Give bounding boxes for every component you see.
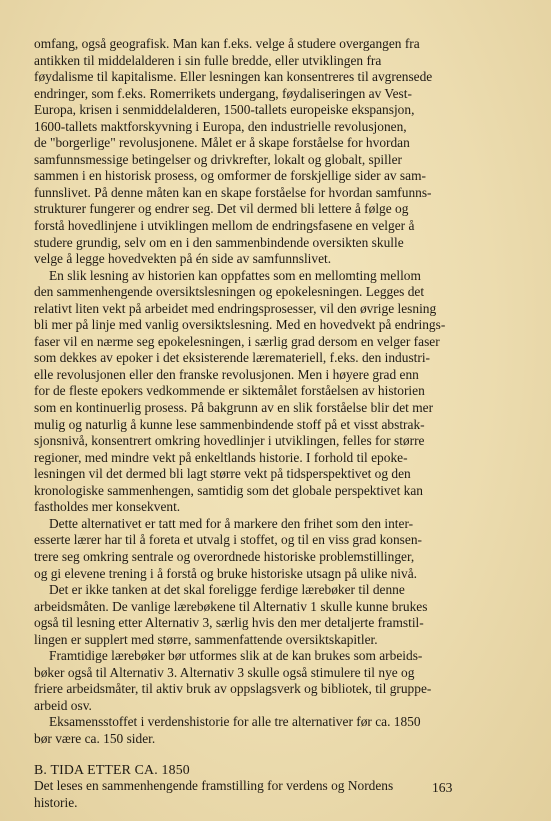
text-line: relativt liten vekt på arbeidet med endringsprosesser, vil den øvrige lesning — [34, 300, 437, 316]
text-line: og gi elevene trening i å forstå og bruke historiske utsagn på ulike nivå. — [34, 565, 418, 581]
text-line: antikken til middelalderen i sin fulle bredde, eller utviklingen fra — [34, 52, 382, 68]
text-line: En slik lesning av historien kan oppfattes som en mellomting mellom — [49, 267, 421, 283]
text-line: for de fleste epokers vedkommende er siktemålet forståelsen av historien — [34, 383, 425, 399]
text-line: historie. — [34, 794, 78, 810]
text-line: Det leses en sammenhengende framstilling for verdens og Nordens — [34, 778, 394, 794]
text-line: faser vil en nærme seg epokelesningen, i særlig grad dersom en velger faser — [34, 333, 440, 349]
text-line: strukturer fungerer og endrer seg. Det vil dermed bli lettere å følge og — [34, 201, 409, 217]
page-body — [34, 36, 524, 811]
text-line: friere arbeidsmåter, til aktiv bruk av oppslagsverk og bibliotek, til gruppe- — [34, 681, 432, 697]
text-line: de "borgerlige" revolusjonene. Målet er å skape forståelse for hvordan — [34, 135, 410, 151]
text-line: omfang, også geografisk. Man kan f.eks. velge å studere overgangen fra — [34, 36, 420, 51]
text-line: elle revolusjonen eller den franske revolusjonen. Men i høyere grad enn — [34, 366, 419, 382]
text-line: regioner, med mindre vekt på enkeltlands historie. I forhold til epoke- — [34, 449, 408, 465]
text-line: 1600-tallets maktforskyvning i Europa, den industrielle revolusjonen, — [34, 118, 407, 134]
text-line: forstå hovedlinjene i utviklingen mellom de endringsfasene en velger å — [34, 218, 415, 234]
text-line: bøker også til Alternativ 3. Alternativ 3 skulle også stimulere til nye og — [34, 664, 415, 680]
text-line: samfunnsmessige betingelser og drivkrefter, lokalt og globalt, spiller — [34, 151, 402, 167]
paragraph — [34, 714, 524, 747]
text-line: studere grundig, selv om en i den sammenbindende oversikten skulle — [34, 234, 404, 250]
text-line: Framtidige lærebøker bør utformes slik at de kan brukes som arbeids- — [49, 648, 423, 664]
paragraph — [34, 268, 524, 516]
text-line: velge å legge hovedvekten på én side av samfunnslivet. — [34, 251, 332, 267]
text-line: esserte lærer har til å foreta et utvalg i stoffet, og til en viss grad konsen- — [34, 532, 422, 548]
text-line: Det er ikke tanken at det skal foreligge ferdige lærebøker til denne — [49, 582, 405, 598]
text-line: sjonsnivå, konsentrert omkring hovedlinjer i utviklingen, felles for større — [34, 433, 425, 449]
text-line: endringer, som f.eks. Romerrikets undergang, føydaliseringen av Vest- — [34, 85, 412, 101]
text-line: også til lesning etter Alternativ 3, særlig hvis den mer detaljerte framstil- — [34, 615, 424, 631]
text-line: sammen i en historisk prosess, og omformer de forskjellige sider av sam- — [34, 168, 426, 184]
text-line: lesningen vil det dermed bli lagt større vekt på tidsperspektivet og den — [34, 466, 411, 482]
text-line: den sammenhengende oversiktslesningen og epokelesningen. Legges det — [34, 284, 425, 300]
text-line: Dette alternativet er tatt med for å markere den frihet som den inter- — [49, 515, 414, 531]
text-line: fastholdes mer konsekvent. — [34, 499, 181, 515]
text-line: bør være ca. 150 sider. — [34, 730, 156, 746]
text-line: funnslivet. På denne måten kan en skape forståelse for hvordan samfunns- — [34, 184, 432, 200]
body-text — [34, 36, 524, 748]
text-line: lingen er supplert med større, sammenfattende oversiktskapitler. — [34, 631, 378, 647]
text-line: bli mer på linje med vanlig oversiktslesning. Med en hovedvekt på endrings- — [34, 317, 446, 333]
text-line: Europa, krisen i senmiddelalderen, 1500-tallets europeiske ekspansjon, — [34, 102, 415, 118]
paragraph — [34, 516, 524, 582]
text-line: føydalisme til kapitalisme. Eller lesningen kan konsentreres til avgrensede — [34, 69, 433, 85]
text-line: som dekkes av epoker i det eksisterende læremateriell, f.eks. den industri- — [34, 350, 431, 366]
text-line: kronologiske sammenhengen, samtidig som det globale perspektivet kan — [34, 482, 423, 498]
text-line: mulig og naturlig å kunne lese sammenbindende stoff på et visst abstrak- — [34, 416, 425, 432]
page-number: 163 — [432, 780, 453, 795]
text-line: arbeid osv. — [34, 697, 92, 713]
paragraph — [34, 36, 524, 268]
text-line: arbeidsmåten. De vanlige lærebøkene til Alternativ 1 skulle kunne brukes — [34, 598, 428, 614]
paragraph — [34, 648, 524, 714]
text-line: som en kontinuerlig prosess. På bakgrunn av en slik forståelse blir det mer — [34, 400, 434, 416]
paragraph — [34, 582, 524, 648]
text-line: trere seg omkring sentrale og overordnede historiske problemstillinger, — [34, 548, 415, 564]
section-heading: B. TIDA ETTER CA. 1850 — [34, 761, 190, 777]
text-line: Eksamensstoffet i verdenshistorie for alle tre alternativer før ca. 1850 — [49, 714, 421, 730]
